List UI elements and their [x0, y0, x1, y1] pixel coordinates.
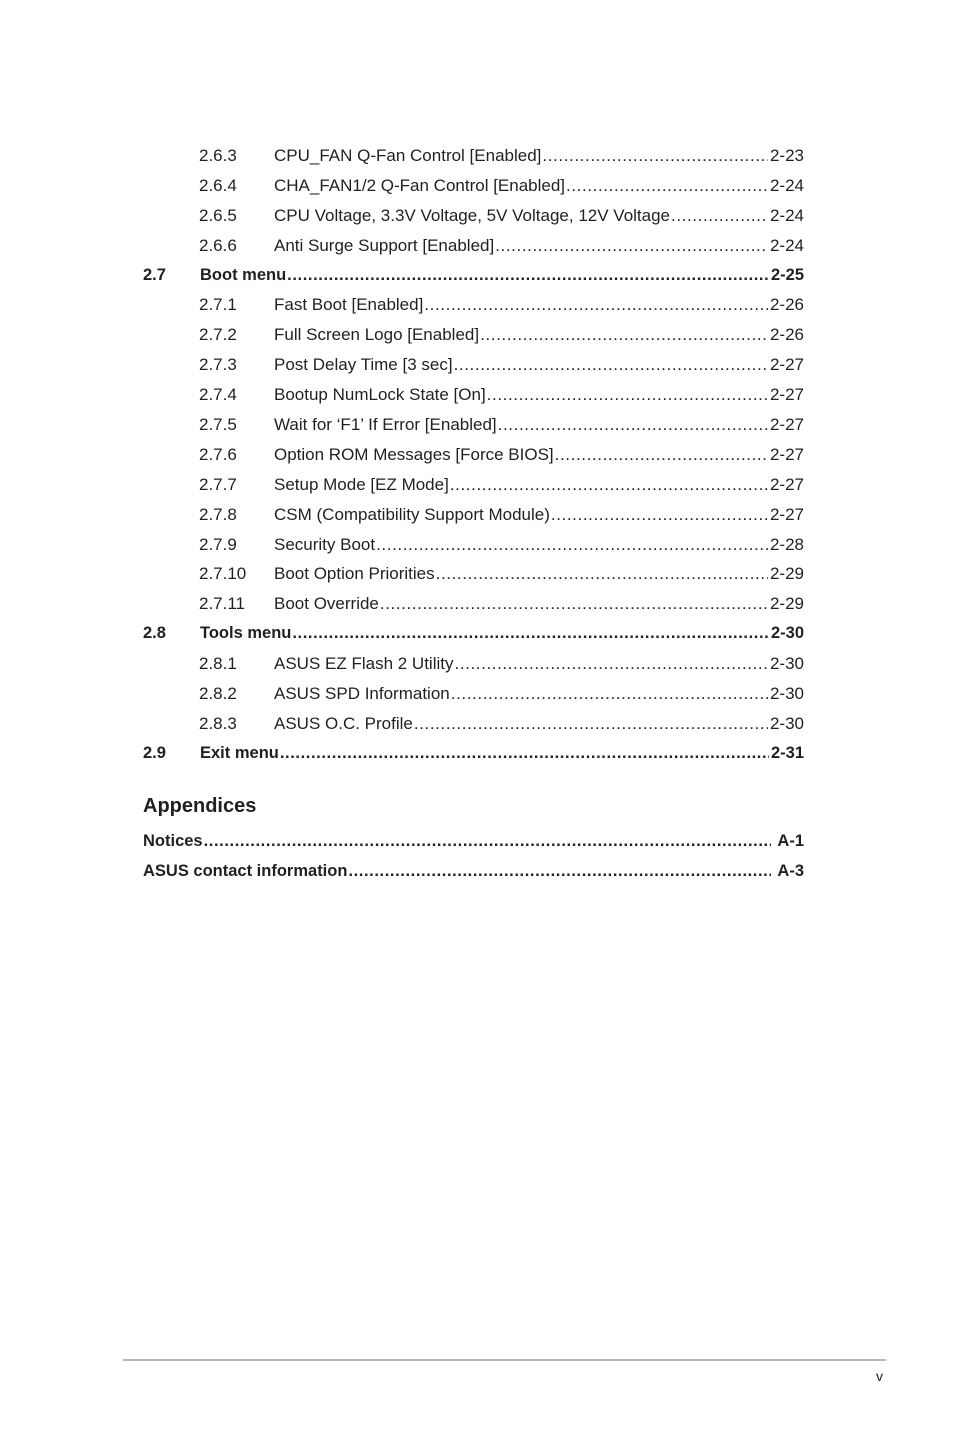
dot-leader	[480, 320, 768, 350]
toc-entry-number: 2.7.6	[199, 444, 237, 464]
table-of-contents	[143, 141, 804, 886]
toc-entry-page: 2-30	[769, 654, 804, 674]
toc-entry-title: CPU_FAN Q-Fan Control [Enabled]	[274, 146, 542, 165]
toc-entry-title: Boot menu	[200, 265, 287, 284]
dot-leader	[348, 857, 771, 887]
toc-entry-title: Wait for ‘F1’ If Error [Enabled]	[274, 415, 497, 435]
toc-entry[interactable]	[143, 380, 804, 410]
dot-leader	[424, 290, 768, 320]
toc-entry-title: Fast Boot [Enabled]	[274, 295, 424, 315]
toc-entry[interactable]	[143, 619, 804, 649]
toc-entry-title: Boot Override	[274, 594, 379, 614]
footer-divider	[123, 1359, 886, 1361]
toc-entry-title: Bootup NumLock State [On]	[274, 385, 486, 405]
toc-entry-title: ASUS SPD Information	[274, 684, 450, 704]
dot-leader	[555, 440, 768, 470]
dot-leader	[487, 380, 768, 410]
toc-entry[interactable]	[143, 500, 804, 530]
toc-entry-number: 2.6.6	[199, 235, 237, 255]
toc-entry-number: 2.7.5	[199, 415, 237, 435]
toc-entry-title: CPU Voltage, 3.3V Voltage, 5V Voltage, 12V Voltage	[274, 205, 671, 225]
toc-entry[interactable]	[143, 709, 804, 739]
dot-leader	[551, 500, 768, 530]
toc-entry-page: 2-30	[769, 713, 804, 733]
toc-entry[interactable]	[143, 679, 804, 709]
toc-entry[interactable]	[143, 530, 804, 560]
dot-leader	[495, 231, 768, 261]
toc-entry-page: 2-24	[769, 205, 804, 225]
toc-entry-number: 2.8.2	[199, 684, 237, 704]
toc-entry-page: 2-24	[769, 235, 804, 255]
toc-entry-page: 2-26	[769, 325, 804, 345]
toc-entry-page: 2-28	[769, 534, 804, 554]
toc-entry-title: Option ROM Messages [Force BIOS]	[274, 444, 554, 464]
toc-entry[interactable]	[143, 201, 804, 231]
dot-leader	[454, 350, 768, 380]
toc-entry[interactable]	[143, 410, 804, 440]
appendix-entry[interactable]	[143, 827, 804, 857]
toc-entry-number: 2.7.10	[199, 564, 247, 584]
toc-entry-page: 2-27	[769, 474, 804, 494]
appendices-list	[143, 827, 804, 887]
toc-entry-number: 2.9	[143, 743, 166, 762]
toc-entry-number: 2.6.3	[199, 146, 237, 165]
dot-leader	[204, 827, 772, 857]
toc-entry-title: ASUS O.C. Profile	[274, 713, 413, 733]
toc-entry-page: 2-24	[769, 175, 804, 195]
toc-entry-number: 2.7.1	[199, 295, 237, 315]
toc-entry-title: CHA_FAN1/2 Q-Fan Control [Enabled]	[274, 175, 566, 195]
toc-entry-title: Exit menu	[200, 743, 279, 762]
toc-entry-number: 2.7.11	[199, 594, 246, 614]
dot-leader	[280, 739, 769, 769]
dot-leader	[566, 171, 768, 201]
dot-leader	[287, 261, 769, 291]
toc-entry[interactable]	[143, 350, 804, 380]
appendix-entry-page: A-1	[777, 831, 804, 850]
appendix-entry-title: Notices	[143, 831, 203, 850]
toc-entry-number: 2.6.5	[199, 205, 237, 225]
toc-entry-page: 2-27	[769, 415, 804, 435]
dot-leader	[451, 679, 768, 709]
dot-leader	[292, 619, 769, 649]
dot-leader	[380, 589, 768, 619]
toc-entry-title: Boot Option Priorities	[274, 564, 435, 584]
toc-entry[interactable]	[143, 261, 804, 291]
appendix-entry-title: ASUS contact information	[143, 861, 348, 880]
dot-leader	[498, 410, 768, 440]
toc-entry[interactable]	[143, 739, 804, 769]
toc-entry-number: 2.8.3	[199, 713, 237, 733]
toc-entry-title: Anti Surge Support [Enabled]	[274, 235, 495, 255]
appendix-entry[interactable]	[143, 857, 804, 887]
toc-entry-number: 2.7.3	[199, 355, 237, 375]
toc-entry-page: 2-29	[769, 594, 804, 614]
toc-entry-title: Tools menu	[200, 624, 292, 643]
toc-entry-title: Security Boot	[274, 534, 376, 554]
page-number: v	[876, 1368, 883, 1384]
toc-entry-number: 2.7.9	[199, 534, 237, 554]
toc-entry[interactable]	[143, 171, 804, 201]
toc-section-list	[143, 141, 804, 769]
dot-leader	[376, 530, 768, 560]
dot-leader	[414, 709, 768, 739]
toc-entry-page: 2-27	[769, 444, 804, 464]
toc-entry[interactable]	[143, 320, 804, 350]
dot-leader	[542, 141, 768, 171]
toc-entry-page: 2-27	[769, 385, 804, 405]
toc-entry[interactable]	[143, 141, 804, 171]
toc-entry[interactable]	[143, 440, 804, 470]
toc-entry-number: 2.7.4	[199, 385, 237, 405]
toc-entry-title: ASUS EZ Flash 2 Utility	[274, 654, 454, 674]
toc-entry[interactable]	[143, 559, 804, 589]
toc-entry-number: 2.7.7	[199, 474, 237, 494]
dot-leader	[671, 201, 768, 231]
toc-entry-title: Setup Mode [EZ Mode]	[274, 474, 449, 494]
toc-entry-page: 2-31	[770, 743, 804, 762]
toc-entry[interactable]	[143, 231, 804, 261]
toc-entry-number: 2.7.2	[199, 325, 237, 345]
toc-entry-number: 2.6.4	[199, 175, 237, 195]
toc-entry-page: 2-27	[769, 355, 804, 375]
toc-entry[interactable]	[143, 470, 804, 500]
toc-entry-page: 2-29	[769, 564, 804, 584]
toc-entry-number: 2.7	[143, 265, 166, 284]
dot-leader	[455, 649, 768, 679]
toc-entry-number: 2.8	[143, 624, 166, 643]
toc-entry-title: CSM (Compatibility Support Module)	[274, 504, 550, 524]
toc-entry-page: 2-23	[769, 146, 804, 165]
toc-entry[interactable]	[143, 589, 804, 619]
toc-entry-title: Full Screen Logo [Enabled]	[274, 325, 480, 345]
toc-entry-page: 2-25	[770, 265, 804, 284]
toc-entry-title: Post Delay Time [3 sec]	[274, 355, 453, 375]
toc-entry-page: 2-30	[769, 684, 804, 704]
dot-leader	[450, 470, 768, 500]
appendix-entry-page: A-3	[777, 861, 804, 880]
toc-entry-page: 2-30	[770, 624, 804, 643]
toc-entry-number: 2.7.8	[199, 504, 237, 524]
toc-entry[interactable]	[143, 649, 804, 679]
toc-entry-page: 2-26	[769, 295, 804, 315]
toc-entry-page: 2-27	[769, 504, 804, 524]
appendices-heading: Appendices	[143, 794, 257, 817]
dot-leader	[436, 559, 768, 589]
toc-entry[interactable]	[143, 290, 804, 320]
toc-entry-number: 2.8.1	[199, 654, 237, 674]
